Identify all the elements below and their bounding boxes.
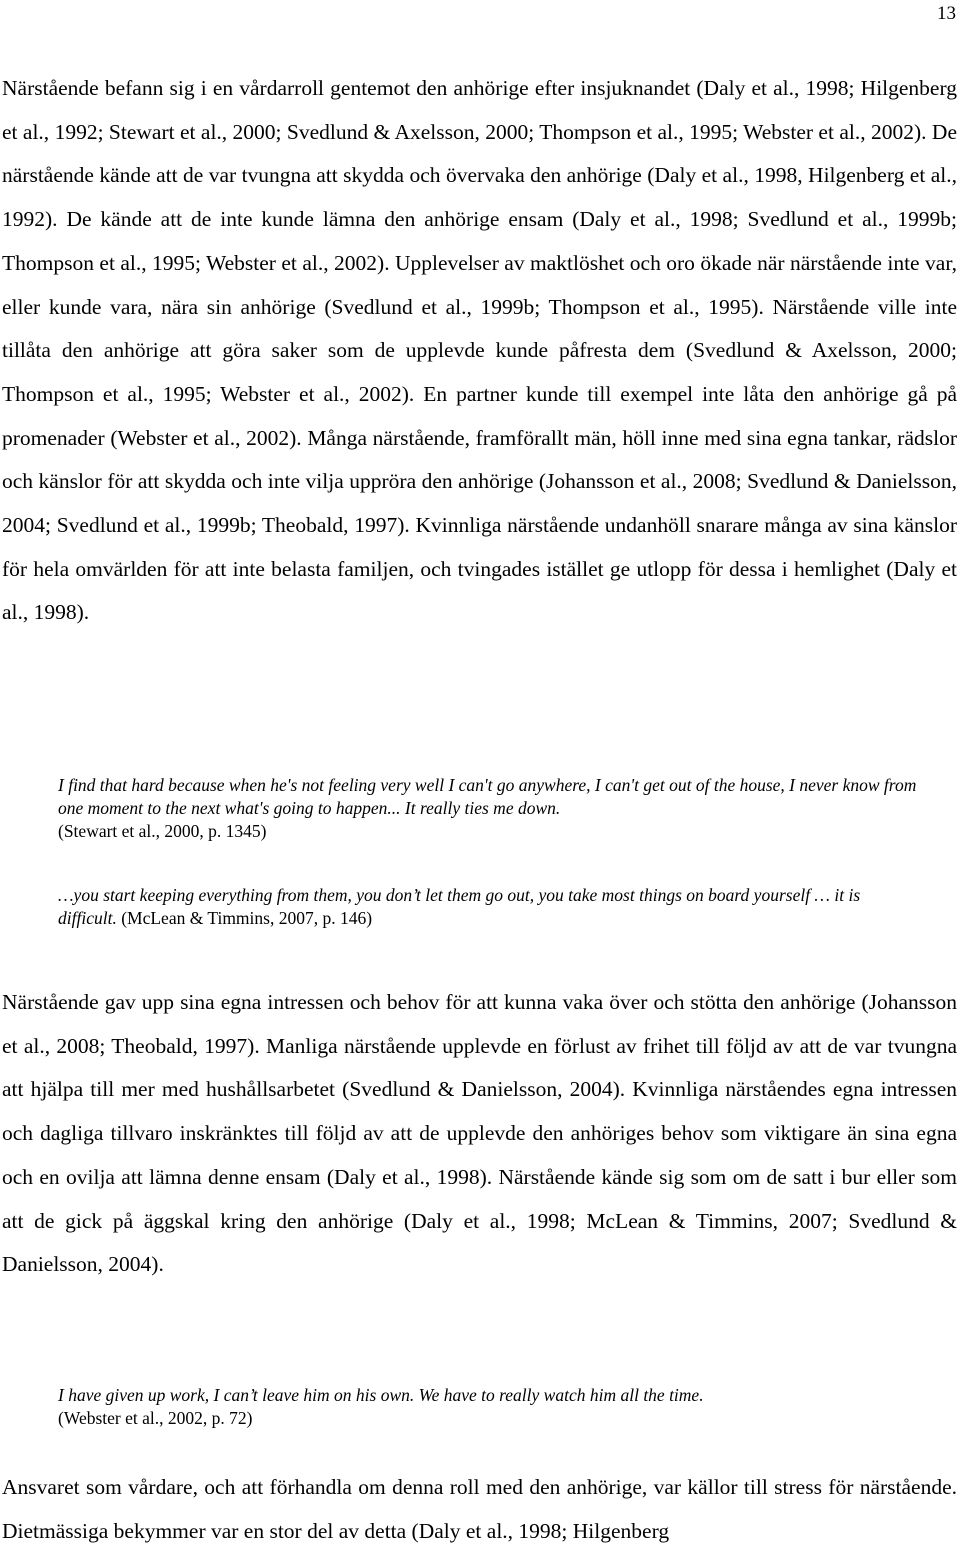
body-paragraph-2: Närstående gav upp sina egna intressen och behov för att kunna vaka över och stötta den anhörige (Johansson et al., 2008; Theobald, 1997). Manliga närstående upplevde en förlust av frihet till följd av att de var tvungna att hjälpa till mer med hushållsarbetet (Svedlund & Danielsson, 2004). Kvinnliga närståendes egna intressen och dagliga tillvaro inskränktes till följd av att de upplevde den anhöriges behov som viktigare än sina egna och en ovilja att lämna denne ensam (Daly et al., 1998). Närstående kände sig som om de satt i bur eller som att de gick på äggskal kring den anhörige (Daly et al., 1998; McLean & Timmins, 2007; Svedlund & Danielsson, 2004). [2, 990, 957, 1277]
quote-text: I find that hard because when he's not feeling very well I can't go anywhere, I can't get out of the house, I never know from one moment to the next what's going to happen... It really ties me down. [58, 775, 917, 818]
quote-text: …you start keeping everything from them, you don’t let them go out, you take most things on board yourself … it is difficult. [58, 885, 861, 928]
quote-citation: (Webster et al., 2002, p. 72) [58, 1408, 253, 1428]
quote-text: I have given up work, I can’t leave him on his own. We have to really watch him all the time. [58, 1385, 704, 1405]
body-paragraph-3: Ansvaret som vårdare, och att förhandla om denna roll med den anhörige, var källor till stress för närstående. Dietmässiga bekymmer var en stor del av detta (Daly et al., 1998; Hilgenberg [2, 1475, 957, 1543]
block-quote-1 [58, 774, 918, 843]
page-number: 13 [937, 3, 956, 24]
body-paragraph-1: Närstående befann sig i en vårdarroll gentemot den anhörige efter insjuknandet (Daly et al., 1998; Hilgenberg et al., 1992; Stewart et al., 2000; Svedlund & Axelsson, 2000; Thompson et al., 1995; Webster et al., 2002). De närstående kände att de var tvungna att skydda och övervaka den anhörige (Daly et al., 1998, Hilgenberg et al., 1992). De kände att de inte kunde lämna den anhörige ensam (Daly et al., 1998; Svedlund et al., 1999b; Thompson et al., 1995; Webster et al., 2002). Upplevelser av maktlöshet och oro ökade när närstående inte var, eller kunde vara, nära sin anhörige (Svedlund et al., 1999b; Thompson et al., 1995). Närstående ville inte tillåta den anhörige att göra saker som de upplevde kunde påfresta dem (Svedlund & Axelsson, 2000; Thompson et al., 1995; Webster et al., 2002). En partner kunde till exempel inte låta den anhörige gå på promenader (Webster et al., 2002). Många närstående, framförallt män, höll inne med sina egna tankar, rädslor och känslor för att skydda och inte vilja uppröra den anhörige (Johansson et al., 2008; Svedlund & Danielsson, 2004; Svedlund et al., 1999b; Theobald, 1997). Kvinnliga närstående undanhöll snarare många av sina känslor för hela omvärlden för att inte belasta familjen, och tvingades istället ge utlopp för dessa i hemlighet (Daly et al., 1998). [2, 76, 957, 625]
quote-citation: (McLean & Timmins, 2007, p. 146) [121, 908, 373, 928]
quote-citation: (Stewart et al., 2000, p. 1345) [58, 821, 267, 841]
block-quote-2 [58, 884, 918, 930]
block-quote-3 [58, 1384, 918, 1430]
